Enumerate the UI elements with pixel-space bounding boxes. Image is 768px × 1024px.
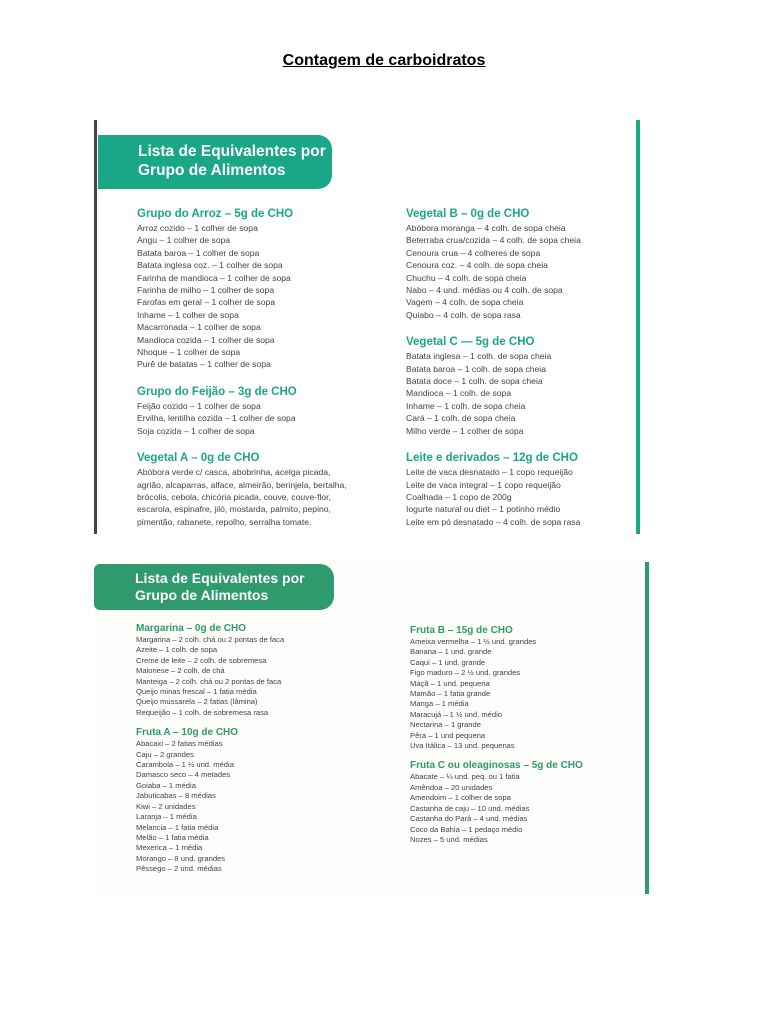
group-title: Margarina – 0g de CHO	[136, 623, 247, 634]
right-column	[410, 624, 583, 845]
food-item: Mandioca – 1 colh. de sopa	[406, 388, 512, 399]
food-item: Beterraba crua/cozida – 4 colh. de sopa cheia	[406, 235, 581, 246]
food-item: Nozes – 5 und. médias	[410, 834, 488, 844]
food-item: Angu – 1 colher de sopa	[137, 235, 231, 246]
food-item: Batata inglesa – 1 colh. de sopa cheia	[406, 351, 552, 362]
food-item: Kiwi – 2 unidades	[136, 801, 196, 811]
group-title: Vegetal C — 5g de CHO	[406, 336, 535, 349]
left-column	[136, 622, 284, 875]
food-item: Farofas em geral – 1 colher de sopa	[137, 297, 276, 308]
food-item: Arroz cozido – 1 colher de sopa	[137, 223, 258, 233]
food-item: Caqui – 1 und. grande	[410, 657, 486, 667]
food-item: Mexerica – 1 média	[136, 843, 203, 853]
food-item: Soja cozida – 1 colher de sopa	[137, 425, 255, 436]
food-item: Melão – 1 fatia média	[136, 832, 209, 842]
group-title: Vegetal A – 0g de CHO	[137, 452, 260, 465]
food-list	[410, 772, 583, 845]
food-item: Quiabo – 4 colh. de sopa rasa	[406, 309, 521, 320]
food-item: Batata baroa – 1 colh. de sopa cheia	[406, 363, 546, 374]
panel-header	[98, 135, 332, 189]
food-item: Cenoura crua – 4 colheres de sopa	[406, 247, 541, 258]
food-item: Farinha de mandioca – 1 colher de sopa	[137, 272, 291, 283]
equivalents-panel-1	[94, 120, 642, 534]
food-item: Leite em pó desnatado – 4 colh. de sopa rasa	[406, 516, 581, 527]
food-item: Batata doce – 1 colh. de sopa cheia	[406, 376, 543, 387]
food-item: Amendoim – 1 colher de sopa	[410, 793, 511, 803]
food-item: Maçã – 1 und. pequena	[410, 678, 490, 688]
food-item: Caju – 2 grandes	[136, 749, 194, 759]
food-item: Amêndoa – 20 unidades	[410, 782, 493, 792]
food-list	[136, 635, 284, 718]
food-item: Creme de leite – 2 colh. de sobremesa	[136, 655, 267, 665]
food-list	[406, 222, 581, 321]
food-item: Goiaba – 1 média	[136, 780, 196, 790]
food-item: Ameixa vermelha – 1 ½ und. grandes	[410, 637, 537, 646]
food-item: Nhoque – 1 colher de sopa	[137, 347, 241, 358]
food-group	[137, 207, 347, 371]
header-line-2: Grupo de Alimentos	[138, 161, 286, 179]
food-item: Maionese – 2 colh. de chá	[136, 666, 225, 676]
food-item: Iogurte natural ou diet – 1 potinho médio	[406, 504, 561, 515]
group-title: Leite e derivados – 12g de CHO	[406, 452, 578, 465]
food-item: Maracujá – 1 ½ und. médio	[410, 709, 503, 719]
food-item: Macarronada – 1 colher de sopa	[137, 322, 261, 333]
food-item: Uva Itálica – 13 und. pequenas	[410, 741, 515, 751]
food-item: Queijo mussarela – 2 fatias (lâmina)	[136, 697, 258, 707]
food-list	[410, 637, 583, 751]
group-title: Vegetal B – 0g de CHO	[406, 208, 530, 220]
food-item: Nabo – 4 und. médias ou 4 colh. de sopa	[406, 285, 563, 296]
food-item: Abacaxi – 2 fatias médias	[136, 739, 223, 749]
food-list	[137, 400, 347, 437]
left-border	[94, 120, 97, 534]
group-title: Grupo do Arroz – 5g de CHO	[137, 208, 294, 220]
food-group	[410, 759, 583, 845]
food-group	[406, 207, 581, 321]
food-list	[406, 466, 581, 528]
food-item: escarola, espinafre, jiló, mostarda, palmito, pepino,	[137, 504, 331, 515]
food-item: Cará – 1 colh. de sopa cheia	[406, 413, 516, 424]
food-item: Ervilha, lentilha cozida – 1 colher de sopa	[137, 413, 296, 424]
group-title: Fruta B – 15g de CHO	[410, 625, 513, 636]
food-item: Morango – 8 und. grandes	[136, 853, 226, 863]
food-item: Coalhada – 1 copo de 200g	[406, 491, 512, 502]
food-item: Inhame – 1 colh. de sopa cheia	[406, 400, 526, 411]
food-list	[137, 222, 347, 371]
food-item: Vagem – 4 colh. de sopa cheia	[406, 297, 524, 308]
panel-header	[94, 564, 334, 610]
food-item: Nectarina – 1 grande	[410, 720, 481, 730]
food-item: Abacate – ¼ und. peq. ou 1 fatia	[410, 772, 520, 782]
food-item: Carambola – 1 ½ und. média	[136, 760, 234, 770]
food-item: brócolis, cebola, chicória picada, couve, couve-flor,	[137, 491, 331, 502]
food-item: Requeijão – 1 colh. de sobremesa rasa	[136, 707, 269, 717]
food-item: Abóbora verde c/ casca, abobrinha, acelga picada,	[137, 467, 331, 478]
food-item: Pêra – 1 und pequena	[410, 730, 486, 740]
food-item: Mandioca cozida – 1 colher de sopa	[137, 334, 275, 345]
food-item: Manteiga – 2 colh. chá ou 2 pontas de faca	[136, 676, 282, 686]
right-column	[406, 207, 581, 528]
food-group	[136, 622, 284, 718]
food-item: Leite de vaca integral – 1 copo requeijão	[406, 479, 561, 490]
food-item: Leite de vaca desnatado – 1 copo requeijão	[406, 467, 573, 478]
food-item: Farinha de milho – 1 colher de sopa	[137, 285, 275, 296]
food-item: Castanha do Pará – 4 und. médias	[410, 814, 528, 824]
food-list	[406, 350, 581, 437]
page-title: Contagem de carboidratos	[282, 52, 486, 69]
food-item: Castanha de caju – 10 und. médias	[410, 803, 530, 813]
food-item: Margarina – 2 colh. chá ou 2 pontas de faca	[136, 635, 285, 644]
food-item: pimentão, rabanete, repolho, serralha tomate.	[137, 516, 312, 527]
food-group	[406, 335, 581, 437]
food-item: Cenoura coz. – 4 colh. de sopa cheia	[406, 260, 548, 271]
header-line-1: Lista de Equivalentes por	[138, 143, 326, 160]
food-item: Batata inglesa coz. – 1 colher de sopa	[137, 260, 283, 271]
food-item: Batata baroa – 1 colher de sopa	[137, 247, 260, 258]
group-title: Fruta A – 10g de CHO	[136, 727, 239, 739]
header-line-2: Grupo de Alimentos	[135, 586, 269, 603]
food-item: Figo maduro – 2 ½ und. grandes	[410, 668, 521, 678]
equivalents-panel-2	[94, 560, 652, 894]
food-group	[136, 726, 284, 874]
food-item: Chuchu – 4 colh. de sopa cheia	[406, 272, 527, 283]
food-item: agrião, alcaparras, alface, almeirão, berinjela, bertalha,	[137, 479, 347, 490]
group-title: Fruta C ou oleaginosas – 5g de CHO	[410, 760, 583, 772]
right-accent-bar	[645, 562, 649, 894]
food-item: Banana – 1 und. grande	[410, 647, 492, 657]
food-item: Azeite – 1 colh. de sopa	[136, 645, 218, 655]
food-item: Coco da Bahia – 1 pedaço médio	[410, 824, 523, 834]
food-item: Abóbora moranga – 4 colh. de sopa cheia	[406, 223, 566, 233]
food-group	[406, 451, 581, 528]
food-item: Damasco seco – 4 metades	[136, 770, 231, 780]
left-column	[137, 207, 347, 528]
food-item: Inhame – 1 colher de sopa	[137, 309, 239, 320]
header-line-1: Lista de Equivalentes por	[135, 570, 305, 586]
right-accent-bar	[636, 120, 640, 534]
food-group	[137, 385, 347, 437]
food-item: Melancia – 1 fatia média	[136, 822, 219, 832]
food-item: Mamão – 1 fatia grande	[410, 689, 491, 699]
group-title: Grupo do Feijão – 3g de CHO	[137, 385, 297, 398]
food-list	[136, 739, 284, 874]
food-item: Pêssego – 2 und. médias	[136, 864, 222, 874]
food-item: Jabuticabas – 8 médias	[136, 791, 216, 801]
food-item: Queijo minas frescal – 1 fatia média	[136, 687, 257, 697]
food-list	[137, 466, 347, 528]
food-item: Purê de batatas – 1 colher de sopa	[137, 359, 271, 370]
food-group	[137, 451, 347, 528]
food-item: Manga – 1 média	[410, 699, 469, 709]
food-item: Laranja – 1 média	[136, 812, 197, 822]
food-group	[410, 624, 583, 751]
food-item: Feijão cozido – 1 colher de sopa	[137, 400, 261, 411]
food-item: Milho verde – 1 colher de sopa	[406, 425, 524, 436]
